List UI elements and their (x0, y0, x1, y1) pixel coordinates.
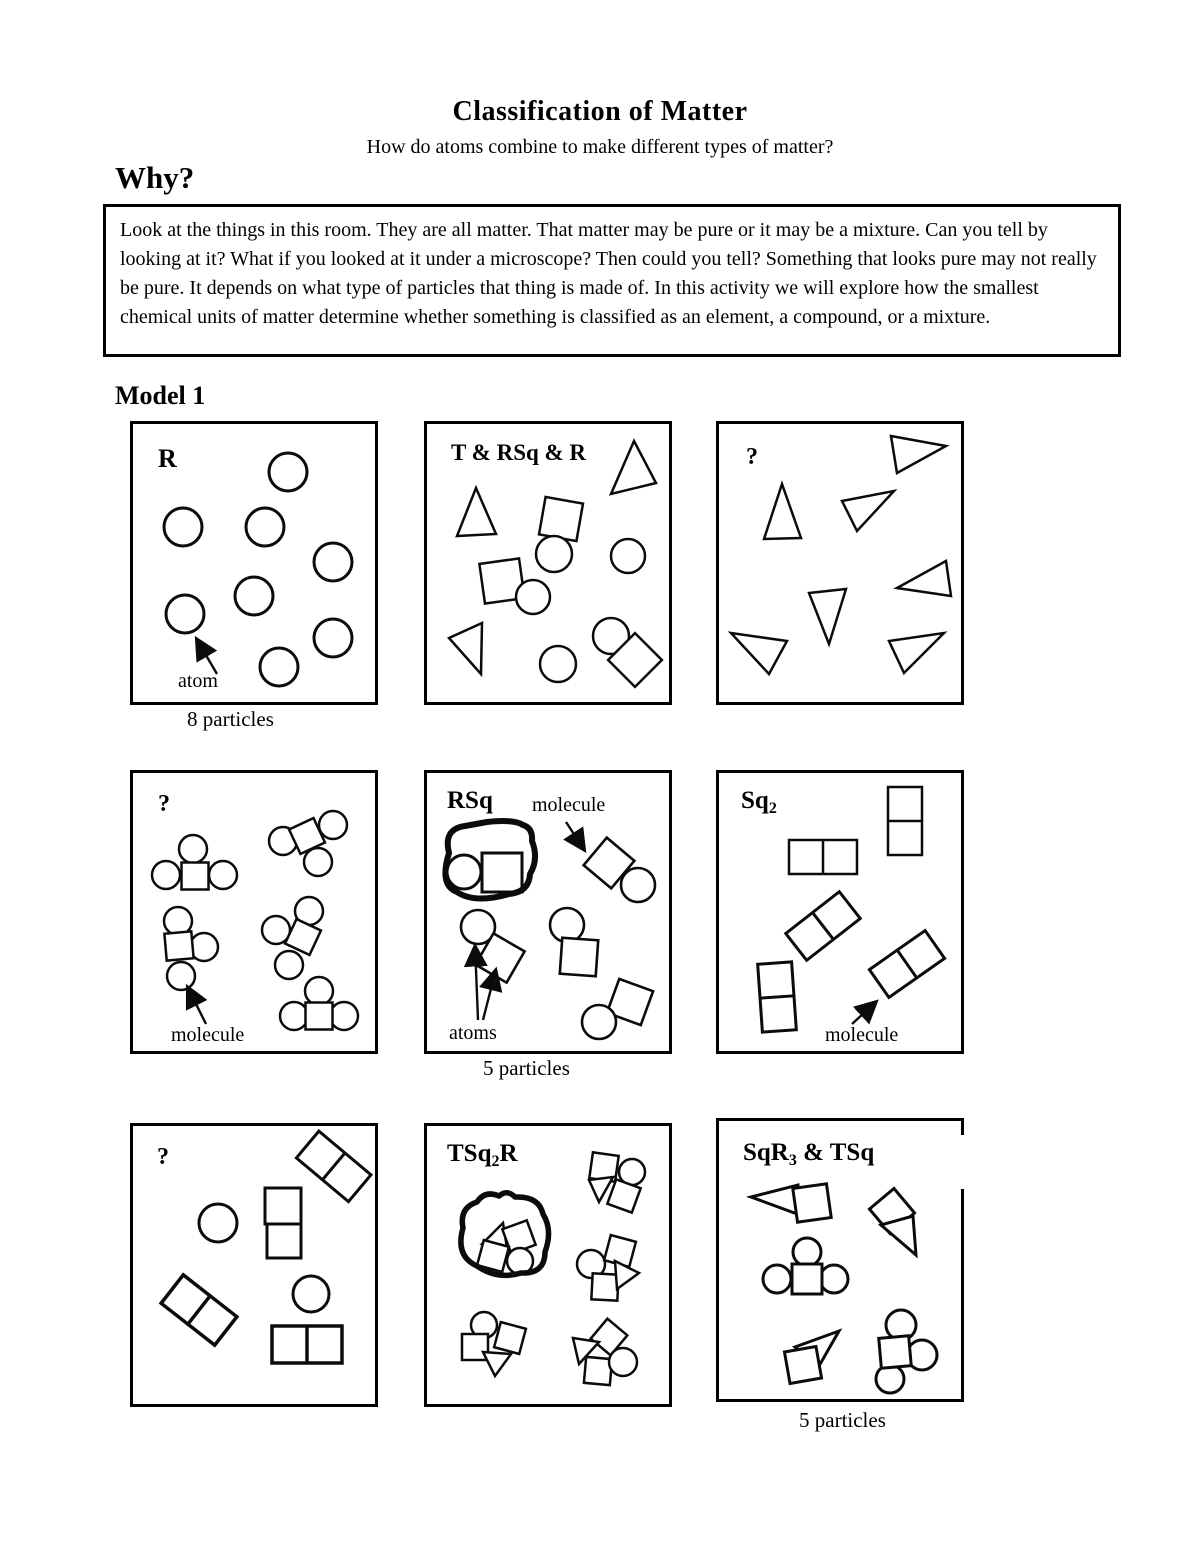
box-label-Sq2: $Sq_2$ (741, 787, 777, 818)
why-paragraph: Look at the things in this room. They are all matter. That matter may be pure or it may be a mixture. Can you tell by looking at it? What if you looked at it under a microscope? Then could you tell? Something that looks pure may not really be pure. It depends on what type of particles that thing is made of. In this activity we will explore how the smallest chemical units of matter determine whether something is classified as an element, a compound, or a mixture. (120, 219, 1097, 328)
why-text-box (103, 204, 1121, 357)
box-label-q4: ? (158, 791, 170, 817)
box-label-RSq: RSq (447, 787, 493, 814)
molecule-annotation: molecule (825, 1024, 899, 1046)
box-label-q7: ? (157, 1144, 169, 1170)
box-label-TSq2R: TSq$_2$R (447, 1140, 518, 1171)
atom-pointer-arrow (196, 638, 217, 674)
molecule-annotation: molecule (532, 794, 606, 816)
model-box-triangles (716, 421, 964, 705)
model-box-sqr3-molecules (130, 770, 378, 1054)
model-box-SqR3-TSq (716, 1118, 964, 1402)
model-box-R (130, 421, 378, 705)
molecule-annotation: molecule (171, 1024, 245, 1046)
box-label-T-RSq-R: T & RSq & R (451, 440, 587, 465)
border-gap (961, 1135, 964, 1189)
box-label-R: R (158, 444, 177, 473)
caption-5-particles-sqr3: 5 particles (799, 1408, 886, 1432)
atoms-annotation: atoms (449, 1022, 497, 1044)
atoms-pointer-arrow-2 (483, 969, 496, 1020)
model-box-TSq2R (424, 1123, 672, 1407)
atoms-pointer-arrow-1 (475, 945, 478, 1020)
molecule-pointer-arrow (187, 986, 206, 1024)
model-box-RSq (424, 770, 672, 1054)
page-title: Classification of Matter (452, 96, 748, 127)
box-label-SqR3-TSq: SqR$_3$ & TSq (743, 1139, 875, 1170)
why-heading: Why? (115, 160, 195, 195)
atom-annotation: atom (178, 670, 218, 692)
page-subtitle: How do atoms combine to make different types of matter? (366, 136, 834, 158)
caption-5-particles-rsq: 5 particles (483, 1056, 570, 1080)
particle-diagram-mixture2 (133, 1126, 375, 1404)
molecule-pointer-arrow (566, 822, 585, 851)
caption-8-particles: 8 particles (187, 707, 274, 731)
molecule-pointer-arrow (852, 1001, 877, 1024)
model-1-heading: Model 1 (115, 381, 206, 410)
model-box-mixture2 (130, 1123, 378, 1407)
model-box-T-RSq-R (424, 421, 672, 705)
box-label-q3: ? (746, 444, 758, 470)
model-box-Sq2 (716, 770, 964, 1054)
